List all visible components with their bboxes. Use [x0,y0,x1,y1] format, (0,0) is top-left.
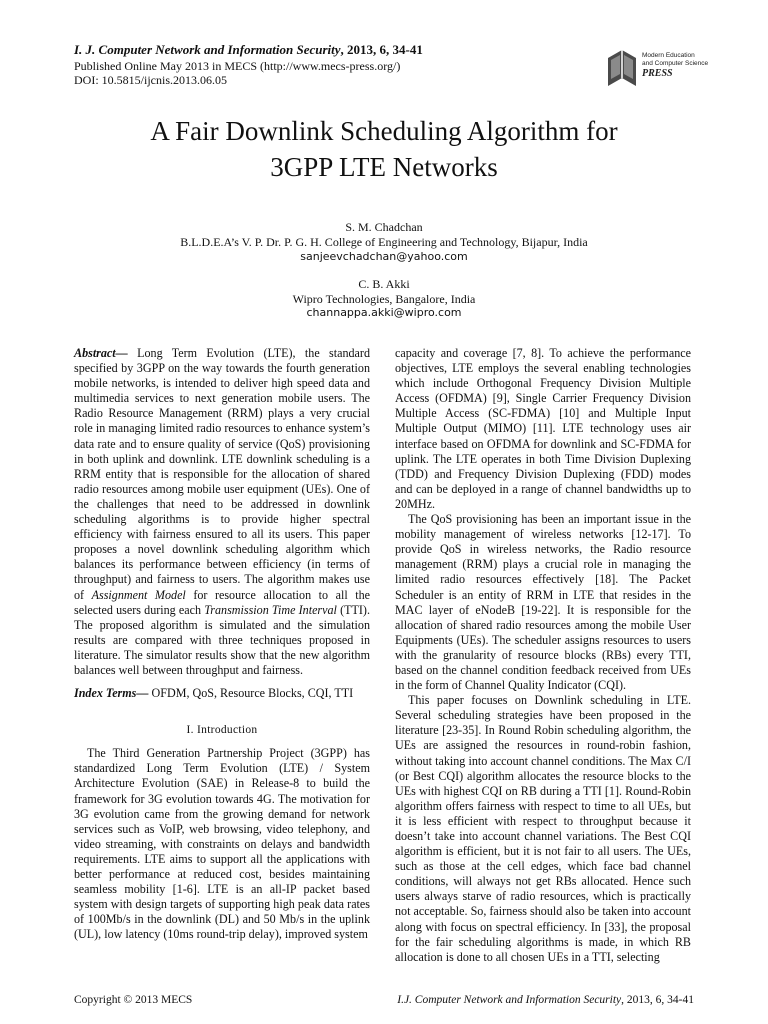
body-paragraph: This paper focuses on Downlink scheduling in LTE. Several scheduling strategies have been proposed in the literature [23-35]. In Round Robin scheduling algorithm, the UEs are assigned the resources in round-robin fashion, without taking into account channel conditions. The Max C/I (or Best CQI) algorithm allocates the resource blocks to the UEs with highest CQI on RB during a TTI [1]. Round-Robin algorithm offers fairness with respect to time to all UEs, but it is less efficient with respect to throughput because it doesn’t take into account channel variations. The Best CQI algorithm is efficient, but it is not fair to all users. The UEs, such as those at the cell edges, which face bad channel conditions, will always not get RBs allocated. Hence such users always starve of radio resources, which is practically not acceptable. So, fairness should also be taken into account along with focus on spectral efficiency. In [33], the proposal for the fair scheduling algorithms is made, in which RB allocation is done to all chosen UEs in a TTI, selecting [395,693,691,964]
footer-copyright: Copyright © 2013 MECS [74,994,193,1006]
journal-issue: , 2013, 6, 34-41 [340,42,423,57]
journal-header [74,42,423,58]
author-affiliation: Wipro Technologies, Bangalore, India [292,292,476,306]
abstract-label: Abstract— [74,346,128,360]
author-name: C. B. Akki [358,277,410,291]
section-heading: I. Introduction [186,724,258,737]
author-email: sanjeevchadchan@yahoo.com [300,250,468,263]
doi-line: DOI: 10.5815/ijcnis.2013.06.05 [74,73,227,87]
body-paragraph: The QoS provisioning has been an important issue in the mobility management of wireless networks [12-17]. To provide QoS in wireless networks, the Radio resource management (RRM) plays a crucial role in managing the limited radio resources effectively [18]. The Packet Scheduler is an entity of RRM in LTE that resides in the MAC layer of eNodeB [19-22]. It is responsible for the allocation of shared radio resources among the mobile User Equipments (UEs). The scheduler assigns resources to users with the granularity of resource blocks (RBs) every TTI, based on the channel condition feedback received from UEs in the form of Channel Quality Indicator (CQI). [395,512,691,693]
title-line-1: A Fair Downlink Scheduling Algorithm for [150,116,618,146]
footer-journal: I.J. Computer Network and Information Security, 2013, 6, 34-41 [397,994,694,1006]
right-column [395,346,691,965]
logo-line-3: PRESS [642,68,673,79]
author-affiliation: B.L.D.E.A’s V. P. Dr. P. G. H. College of Engineering and Technology, Bijapur, India [180,235,588,249]
body-paragraph: The Third Generation Partnership Project (3GPP) has standardized Long Term Evolution (LTE) / System Architecture Evolution (SAE) in Release-8 to build the framework for 3G evolution towards 4G. The motivation for 3G evolution came from the growing demand for network services such as VoIP, web browsing, video telephony, and video streaming, with constraints on delays and bandwidth requirements. LTE aims to support all the applications with better performance at reduced cost, besides maintaining seamless mobility [1-6]. LTE is an all-IP packet based system with design targets of supporting high peak data rates of 100Mb/s in the downlink (DL) and 50 Mb/s in the uplink (UL), low latency (10ms round-trip delay), improved system [74,746,370,942]
body-paragraph: capacity and coverage [7, 8]. To achieve the performance objectives, LTE employs the several enabling technologies which include Orthogonal Frequency Division Multiple Access (OFDMA) [9], Single Carrier Frequency Division Multiple Access (SC-FDMA) [10] and Multiple Input Multiple Output (MIMO) [11]. LTE technology uses air interface based on OFDMA for downlink and SC-FDMA for uplink. The LTE operates in both Time Division Duplexing (TDD) and Frequency Division Duplexing (FDD) modes and can be deployed in a range of channel bandwidths up to 20MHz. [395,346,691,511]
title-line-2: 3GPP LTE Networks [270,152,498,182]
logo-line-2: and Computer Science [642,60,709,67]
paper-title [0,113,768,185]
left-column [74,346,370,942]
journal-name: I. J. Computer Network and Information Security [74,42,341,57]
published-line: Published Online May 2013 in MECS (http://www.mecs-press.org/) [74,59,401,73]
publisher-logo [604,44,714,96]
book-logo-icon [604,44,640,92]
logo-line-1: Modern Education [642,52,695,59]
author-name: S. M. Chadchan [345,220,423,234]
index-terms: Index Terms— OFDM, QoS, Resource Blocks, CQI, TTI [74,686,354,701]
index-terms-label: Index Terms— [74,686,149,701]
author-email: channappa.akki@wipro.com [306,306,462,319]
abstract: Abstract— Long Term Evolution (LTE), the standard specified by 3GPP on the way towards the fourth generation mobile networks, is intended to deliver high speed data and multimedia services to next generation mobile users. The Radio Resource Management (RRM) plays a very crucial role in managing limited radio resources to enhance system’s data rate and to ensure quality of service (QoS) provisioning in both uplink and downlink. LTE downlink scheduling is a RRM entity that is responsible for the allocation of shared radio resources among mobile user equipment (UEs). One of the challenges that need to be addressed in downlink scheduling algorithms is to provide higher spectral efficiency with fairness ensured to all its users. This paper proposes a novel downlink scheduling algorithm which balances its performance between efficiency (in terms of throughput) and fairness to users. The algorithm makes use of Assignment Model for resource allocation to all the selected users during each Transmission Time Interval (TTI). The proposed algorithm is simulated and the simulation results are compared with three techniques proposed in literature. The simulator results show that the new algorithm balances well between throughput and fairness. [74,346,370,677]
